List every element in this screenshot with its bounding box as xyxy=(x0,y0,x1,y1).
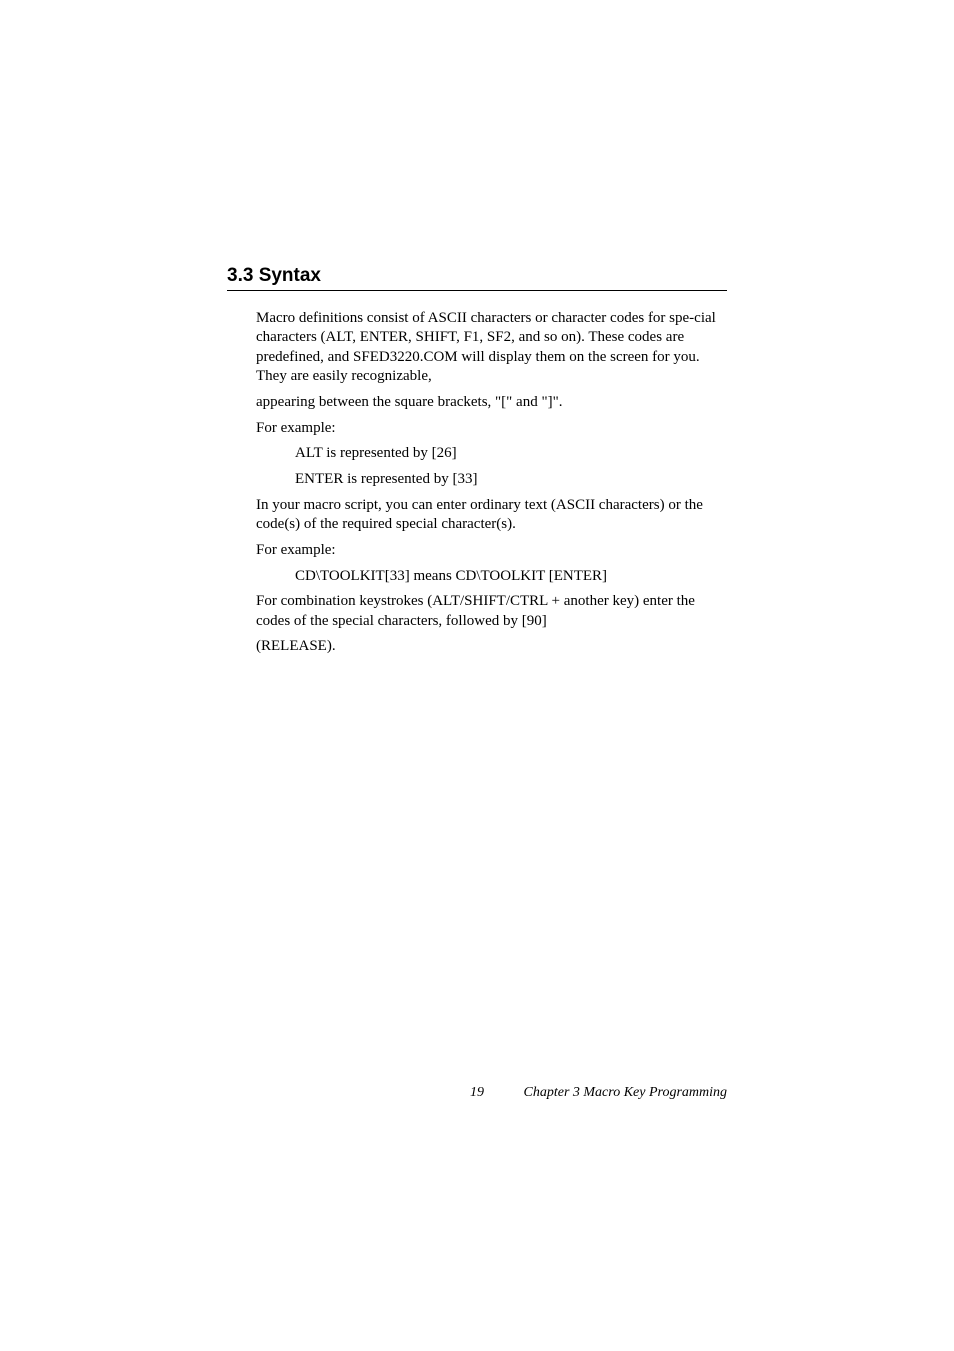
paragraph-intro: Macro definitions consist of ASCII characters or character codes for spe-cial characters (ALT, ENTER, SHIFT, F1, SF2, and so on). These codes are predefined, and SFED3220.COM will display them on the screen for you. They are easily recognizable, xyxy=(256,310,716,385)
section-heading: 3.3 Syntax xyxy=(227,264,727,291)
paragraph-brackets: appearing between the square brackets, "[" and "]". xyxy=(256,393,563,410)
chapter-title: Chapter 3 Macro Key Programming xyxy=(523,1085,727,1100)
example-toolkit: CD\TOOLKIT[33] means CD\TOOLKIT [ENTER] xyxy=(295,567,608,584)
example-enter: ENTER is represented by [33] xyxy=(295,471,478,488)
section-body xyxy=(256,309,728,663)
paragraph-macro-script: In your macro script, you can enter ordinary text (ASCII characters) or the code(s) of the required special character(s). xyxy=(256,496,703,533)
example-alt: ALT is represented by [26] xyxy=(295,445,457,462)
paragraph-release: (RELEASE). xyxy=(256,638,336,655)
paragraph-for-example-2: For example: xyxy=(256,541,336,558)
page-number: 19 xyxy=(470,1085,484,1100)
paragraph-for-example: For example: xyxy=(256,419,336,436)
paragraph-combination: For combination keystrokes (ALT/SHIFT/CTRL + another key) enter the codes of the special characters, followed by [90] xyxy=(256,593,695,629)
